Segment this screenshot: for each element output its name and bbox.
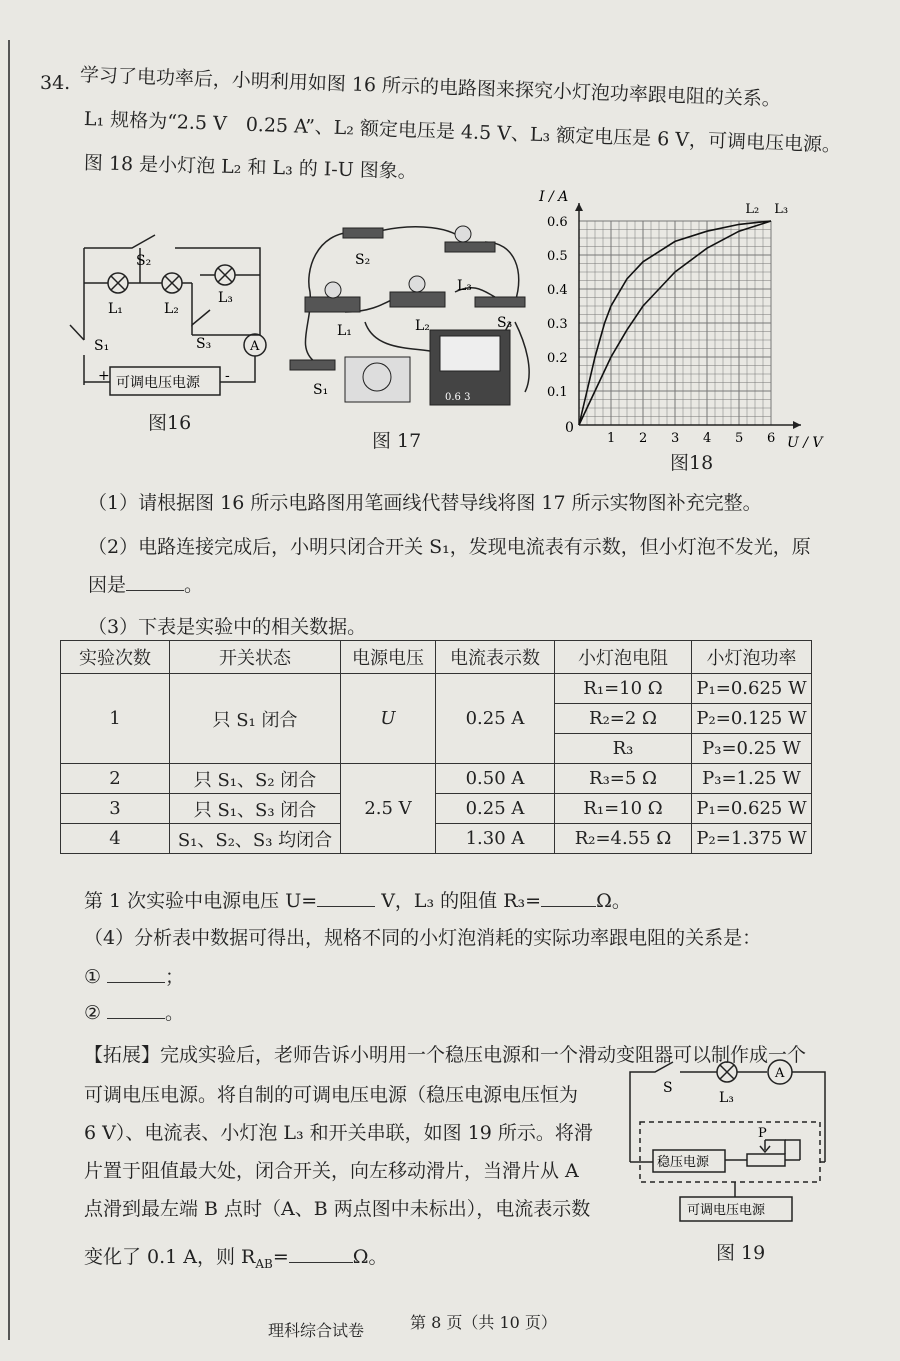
- power-cell: P₂=1.375 W: [692, 824, 812, 854]
- part2-blank[interactable]: [126, 572, 184, 591]
- conclusion-1: [84, 962, 184, 989]
- fig19-adjustable-source: 可调电压电源: [687, 1203, 766, 1218]
- conclusion-2-marker: ②: [84, 1002, 102, 1024]
- voltage-blank[interactable]: [317, 888, 375, 907]
- voltage-shared: 2.5 V: [341, 764, 436, 854]
- trial1-question: [84, 886, 631, 913]
- trial-3: 3: [61, 794, 170, 824]
- resistance-cell: R₃: [555, 734, 692, 764]
- current-1: 0.25 A: [436, 674, 555, 764]
- power-cell: P₁=0.625 W: [692, 794, 812, 824]
- series-label: L₂: [745, 202, 760, 217]
- fig18-origin: 0: [565, 420, 574, 436]
- fig19-circuit: [625, 1062, 835, 1237]
- table-row: [61, 764, 812, 794]
- resistance-cell: R₂=2 Ω: [555, 704, 692, 734]
- ext-unit: Ω。: [352, 1246, 388, 1268]
- fig17-l2: L₂: [415, 318, 430, 334]
- conclusion-1-marker: ①: [84, 966, 102, 988]
- fig17-l3: L₃: [457, 278, 472, 294]
- fig19-caption: 图 19: [716, 1242, 766, 1264]
- trial1-resistance-prompt: V，L₃ 的阻值 R₃=: [381, 890, 542, 912]
- fig19-ammeter: A: [775, 1066, 785, 1081]
- conclusion-1-end: ；: [165, 966, 185, 988]
- fig16-l1: L₁: [108, 301, 123, 317]
- ext-equals: =: [272, 1246, 289, 1268]
- switch-1: 只 S₁ 闭合: [170, 674, 341, 764]
- question-line-1: 学习了电功率后，小明利用如图 16 所示的电路图来探究小灯泡功率跟电阻的关系。: [79, 64, 782, 111]
- chart-grid: [579, 221, 771, 425]
- ext-rab-prompt: 变化了 0.1 A，则 R: [84, 1246, 256, 1268]
- resistance-cell: R₁=10 Ω: [555, 794, 692, 824]
- question-line-3: 图 18 是小灯泡 L₂ 和 L₃ 的 I-U 图象。: [83, 152, 418, 183]
- trial-2: 2: [61, 764, 170, 794]
- header-current: 电流表示数: [436, 641, 555, 674]
- part2-period: 。: [184, 574, 204, 596]
- y-axis-arrow: [575, 203, 583, 211]
- data-table: [60, 640, 812, 854]
- y-tick-label: 0.2: [547, 351, 568, 366]
- rab-blank[interactable]: [289, 1244, 353, 1263]
- ext-rab-subscript: AB: [255, 1256, 273, 1271]
- fig17-apparatus: [285, 212, 535, 427]
- margin-line: [8, 40, 10, 1340]
- ext-line-4: 片置于阻值最大处，闭合开关，向左移动滑片，当滑片从 A: [84, 1160, 579, 1182]
- x-tick-label: 2: [639, 431, 648, 446]
- part4-text: （4）分析表中数据可得出，规格不同的小灯泡消耗的实际功率跟电阻的关系是：: [84, 927, 762, 949]
- table-row: [61, 824, 812, 854]
- y-tick-label: 0.3: [547, 317, 568, 332]
- fig16-l3: L₃: [218, 290, 233, 306]
- resistance-blank[interactable]: [541, 888, 596, 907]
- y-tick-label: 0.6: [547, 215, 568, 230]
- part3-text: （3）下表是实验中的相关数据。: [88, 616, 367, 638]
- power-cell: P₁=0.625 W: [692, 674, 812, 704]
- conclusion-2-blank[interactable]: [107, 1000, 165, 1019]
- fig17-l1: L₁: [337, 323, 352, 339]
- trial1-unit: Ω。: [596, 890, 631, 912]
- fig16-s1: S₁: [94, 338, 110, 354]
- fig17-s1: S₁: [313, 382, 329, 398]
- y-tick-label: 0.4: [547, 283, 568, 298]
- question-number: 34.: [40, 72, 71, 94]
- ext-line-6: [84, 1242, 388, 1271]
- x-tick-label: 3: [671, 431, 680, 446]
- fig16-s2: S₂: [136, 253, 152, 269]
- voltage-1: U: [341, 674, 436, 764]
- fig16-caption: 图16: [148, 412, 192, 434]
- resistance-cell: R₃=5 Ω: [555, 764, 692, 794]
- ext-line-5: 点滑到最左端 B 点时（A、B 两点图中未标出），电流表示数: [84, 1198, 591, 1220]
- footer-page: 第 8 页（共 10 页）: [410, 1313, 557, 1332]
- ext-line-3: 6 V）、电流表、小灯泡 L₃ 和开关串联，如图 19 所示。将滑: [84, 1122, 593, 1144]
- header-switch: 开关状态: [170, 641, 341, 674]
- table-row: [61, 794, 812, 824]
- trial-1: 1: [61, 674, 170, 764]
- x-tick-label: 1: [607, 431, 616, 446]
- fig18-caption: 图18: [670, 452, 714, 474]
- fig16-plus: +: [98, 368, 110, 384]
- fig16-l2: L₂: [164, 301, 179, 317]
- x-tick-label: 6: [767, 431, 776, 446]
- ext-line-2: 可调电压电源。将自制的可调电压电源（稳压电源电压恒为: [84, 1084, 579, 1106]
- resistance-cell: R₁=10 Ω: [555, 674, 692, 704]
- header-trial: 实验次数: [61, 641, 170, 674]
- fig16-source: 可调电压电源: [116, 375, 200, 391]
- fig16-circuit: [60, 210, 280, 440]
- chart-curves: [579, 202, 788, 425]
- power-cell: P₂=0.125 W: [692, 704, 812, 734]
- part1-text: （1）请根据图 16 所示电路图用笔画线代替导线将图 17 所示实物图补充完整。: [88, 492, 762, 514]
- conclusion-2-end: 。: [165, 1002, 185, 1024]
- header-voltage: 电源电压: [341, 641, 436, 674]
- power-cell: P₃=1.25 W: [692, 764, 812, 794]
- x-axis-arrow: [793, 421, 801, 429]
- part2-answer-line: [88, 570, 203, 597]
- current-4: 1.30 A: [436, 824, 555, 854]
- part2-because: 因是: [88, 574, 127, 596]
- current-3: 0.25 A: [436, 794, 555, 824]
- footer-subject: 理科综合试卷: [268, 1321, 365, 1340]
- fig19-stable-source: 稳压电源: [657, 1155, 710, 1170]
- series-label: L₃: [774, 202, 789, 217]
- fig19-l3: L₃: [719, 1090, 734, 1106]
- fig19-p: P: [758, 1126, 767, 1141]
- trial-4: 4: [61, 824, 170, 854]
- question-line-2: L₁ 规格为“2.5 V 0.25 A”、L₂ 额定电压是 4.5 V、L₃ 额定电压是 6 V，可调电压电源。: [83, 108, 842, 157]
- y-tick-label: 0.1: [547, 385, 568, 400]
- fig18-chart: [535, 185, 835, 451]
- resistance-cell: R₂=4.55 Ω: [555, 824, 692, 854]
- switch-4: S₁、S₂、S₃ 均闭合: [170, 824, 341, 854]
- fig17-s2: S₂: [355, 252, 371, 268]
- fig17-s3: S₃: [497, 315, 513, 331]
- fig16-minus: -: [225, 368, 230, 384]
- power-cell: P₃=0.25 W: [692, 734, 812, 764]
- current-2: 0.50 A: [436, 764, 555, 794]
- fig18-xlabel: U / V: [787, 435, 823, 451]
- table-header-row: [61, 641, 812, 674]
- trial1-voltage-prompt: 第 1 次实验中电源电压 U=: [84, 890, 318, 912]
- header-power: 小灯泡功率: [692, 641, 812, 674]
- conclusion-1-blank[interactable]: [107, 964, 165, 983]
- fig16-ammeter: A: [250, 339, 260, 354]
- fig17-caption: 图 17: [372, 430, 422, 452]
- table-row: [61, 674, 812, 704]
- switch-3: 只 S₁、S₃ 闭合: [170, 794, 341, 824]
- header-resistance: 小灯泡电阻: [555, 641, 692, 674]
- x-tick-label: 4: [703, 431, 712, 446]
- y-tick-label: 0.5: [547, 249, 568, 264]
- switch-2: 只 S₁、S₂ 闭合: [170, 764, 341, 794]
- fig18-ylabel: I / A: [539, 189, 569, 205]
- x-tick-label: 5: [735, 431, 744, 446]
- ext-line-1: 【拓展】完成实验后，老师告诉小明用一个稳压电源和一个滑动变阻器可以制作成一个: [84, 1044, 807, 1066]
- fig17-meter-scale: 0.6 3: [445, 392, 471, 403]
- part2-text: （2）电路连接完成后，小明只闭合开关 S₁，发现电流表有示数，但小灯泡不发光，原: [88, 536, 811, 558]
- conclusion-2: [84, 998, 184, 1025]
- fig16-s3: S₃: [196, 336, 212, 352]
- fig19-s: S: [663, 1080, 673, 1096]
